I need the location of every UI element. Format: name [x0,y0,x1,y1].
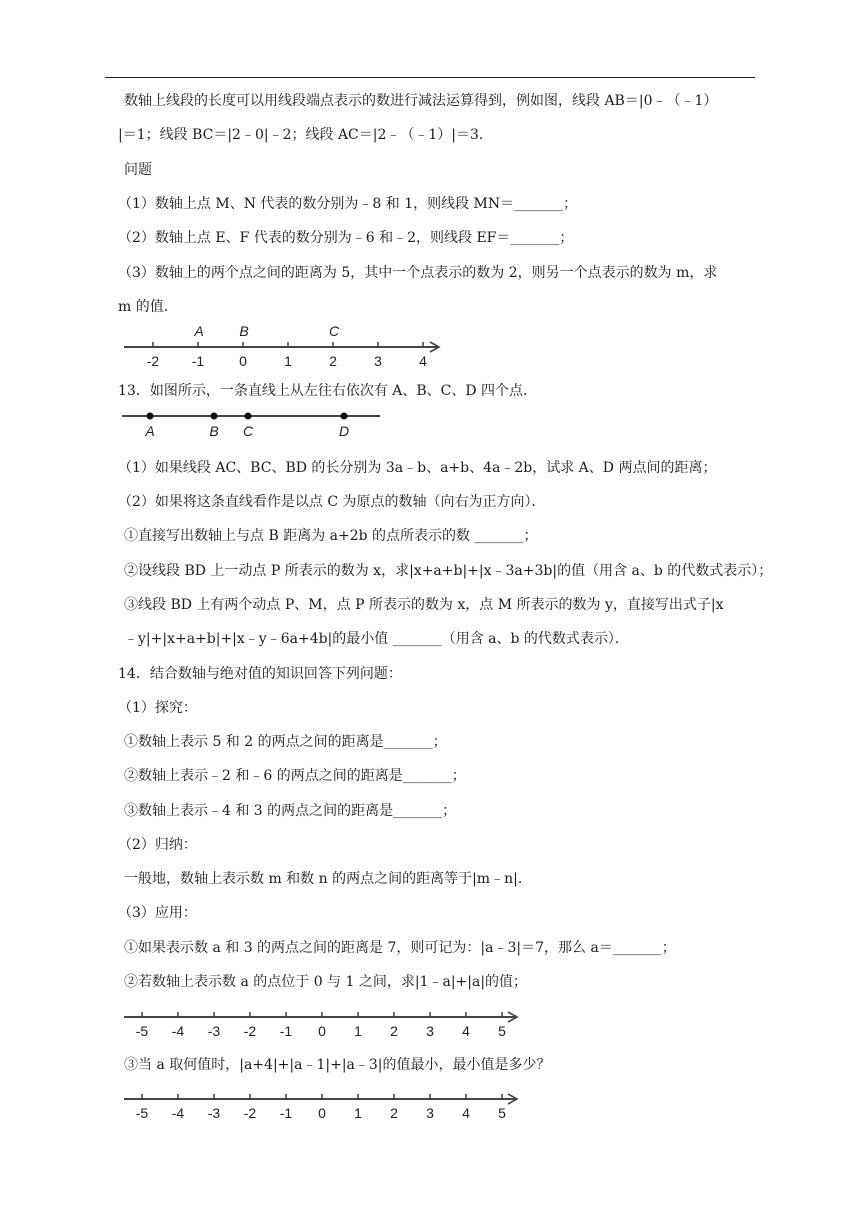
tick-label: 1 [284,353,292,369]
tick-label: -1 [191,353,205,369]
tick-label: -5 [135,1023,149,1039]
number-line-wide-2 [118,1086,528,1122]
question-1: （1）数轴上点 M、N 代表的数分别为﹣8 和 1，则线段 MN＝_______； [118,196,578,212]
tick-label: 1 [354,1105,362,1121]
p14-induce: （2）归纳： [118,837,197,853]
question-3-line-2: m 的值． [118,299,178,315]
point-label-d: D [338,423,350,439]
tick-label: 1 [354,1023,362,1039]
p13-question-2: （2）如果将这条直线看作是以点 C 为原点的数轴（向右为正方向）． [118,494,546,510]
point-label-b: B [239,323,249,339]
tick-label: -5 [135,1105,149,1121]
p13-question-1: （1）如果线段 AC、BC、BD 的长分别为 3a﹣b、a+b、4a﹣2b，试求 A、D 两点间的距离； [118,460,717,476]
tick-label: 0 [318,1105,326,1121]
tick-label: -1 [279,1105,293,1121]
p13-sub-3-line-1: ③线段 BD 上有两个动点 P、M，点 P 所表示的数为 x，点 M 所表示的数为 y，直接写出式子|x [124,597,724,613]
point-dot-a [147,413,154,420]
tick-label: -3 [207,1105,221,1121]
p14-explore: （1）探究： [118,700,197,716]
intro-line-2: |＝1；线段 BC＝|2﹣0|﹣2；线段 AC＝|2﹣（﹣1）|＝3． [118,127,493,143]
tick-label: 3 [374,353,382,369]
tick-label: 4 [462,1105,470,1121]
tick-label: 2 [329,353,337,369]
p13-sub-3-line-2: ﹣y|+|x+a+b|+|x﹣y﹣6a+4b|的最小值 _______（用含 a、b 的代数式表示）． [124,631,629,647]
p13-sub-2: ②设线段 BD 上一动点 P 所表示的数为 x，求|x+a+b|+|x﹣3a+3b|的值（用含 a、b 的代数式表示）； [124,563,773,579]
question-2: （2）数轴上点 E、F 代表的数分别为﹣6 和﹣2，则线段 EF＝_______； [118,230,574,246]
tick-label: 2 [390,1105,398,1121]
tick-label: 5 [498,1105,506,1121]
p14-apply-3: ③当 a 取何值时，|a+4|+|a﹣1|+|a﹣3|的值最小，最小值是多少？ [124,1057,551,1073]
number-line-wide-1 [118,1004,528,1040]
p14-induce-text: 一般地，数轴上表示数 m 和数 n 的两点之间的距离等于|m﹣n|． [124,871,532,887]
p14-explore-1: ①数轴上表示 5 和 2 的两点之间的距离是_______； [124,734,447,750]
tick-label: -3 [207,1023,221,1039]
tick-label: 3 [426,1105,434,1121]
tick-label: -4 [171,1023,185,1039]
question-3-line-1: （3）数轴上的两个点之间的距离为 5，其中一个点表示的数为 2，则另一个点表示的数为 m，求 [118,265,718,281]
tick-label: 3 [426,1023,434,1039]
point-dot-b [211,413,218,420]
tick-label: -2 [243,1105,257,1121]
tick-label: -1 [279,1023,293,1039]
p14-apply: （3）应用： [118,905,197,921]
tick-label: -4 [171,1105,185,1121]
point-label-c: C [242,423,254,439]
p14-apply-2: ②若数轴上表示数 a 的点位于 0 与 1 之间，求|1﹣a|+|a|的值； [124,974,528,990]
line-abcd-figure [118,405,388,441]
point-label-b: B [209,423,219,439]
tick-label: 2 [390,1023,398,1039]
tick-label: 4 [462,1023,470,1039]
number-line-abc [118,318,458,376]
tick-label: 5 [498,1023,506,1039]
p14-explore-2: ②数轴上表示﹣2 和﹣6 的两点之间的距离是_______； [124,768,466,784]
p14-apply-1: ①如果表示数 a 和 3 的两点之间的距离是 7，则可记为：|a﹣3|＝7，那么 a＝_______； [124,940,676,956]
tick-label: -2 [243,1023,257,1039]
p14-stem: 14．结合数轴与绝对值的知识回答下列问题： [118,666,402,682]
tick-label: 0 [239,353,247,369]
p14-explore-3: ③数轴上表示﹣4 和 3 的两点之间的距离是_______； [124,803,457,819]
tick-label: 4 [419,353,427,369]
point-label-c: C [328,323,340,339]
header-rule [105,77,755,78]
tick-label: 0 [318,1023,326,1039]
point-dot-c [245,413,252,420]
p13-stem: 13．如图所示，一条直线上从左往右依次有 A、B、C、D 四个点． [118,383,538,399]
intro-line-1: 数轴上线段的长度可以用线段端点表示的数进行减法运算得到，例如图，线段 AB＝|0﹣（﹣1） [124,93,718,109]
point-dot-d [341,413,348,420]
p13-sub-1: ①直接写出数轴上与点 B 距离为 a+2b 的点所表示的数 _______； [124,528,538,544]
problem-heading: 问题 [124,162,152,178]
tick-label: -2 [146,353,160,369]
point-label-a: A [194,323,204,339]
point-label-a: A [145,423,155,439]
